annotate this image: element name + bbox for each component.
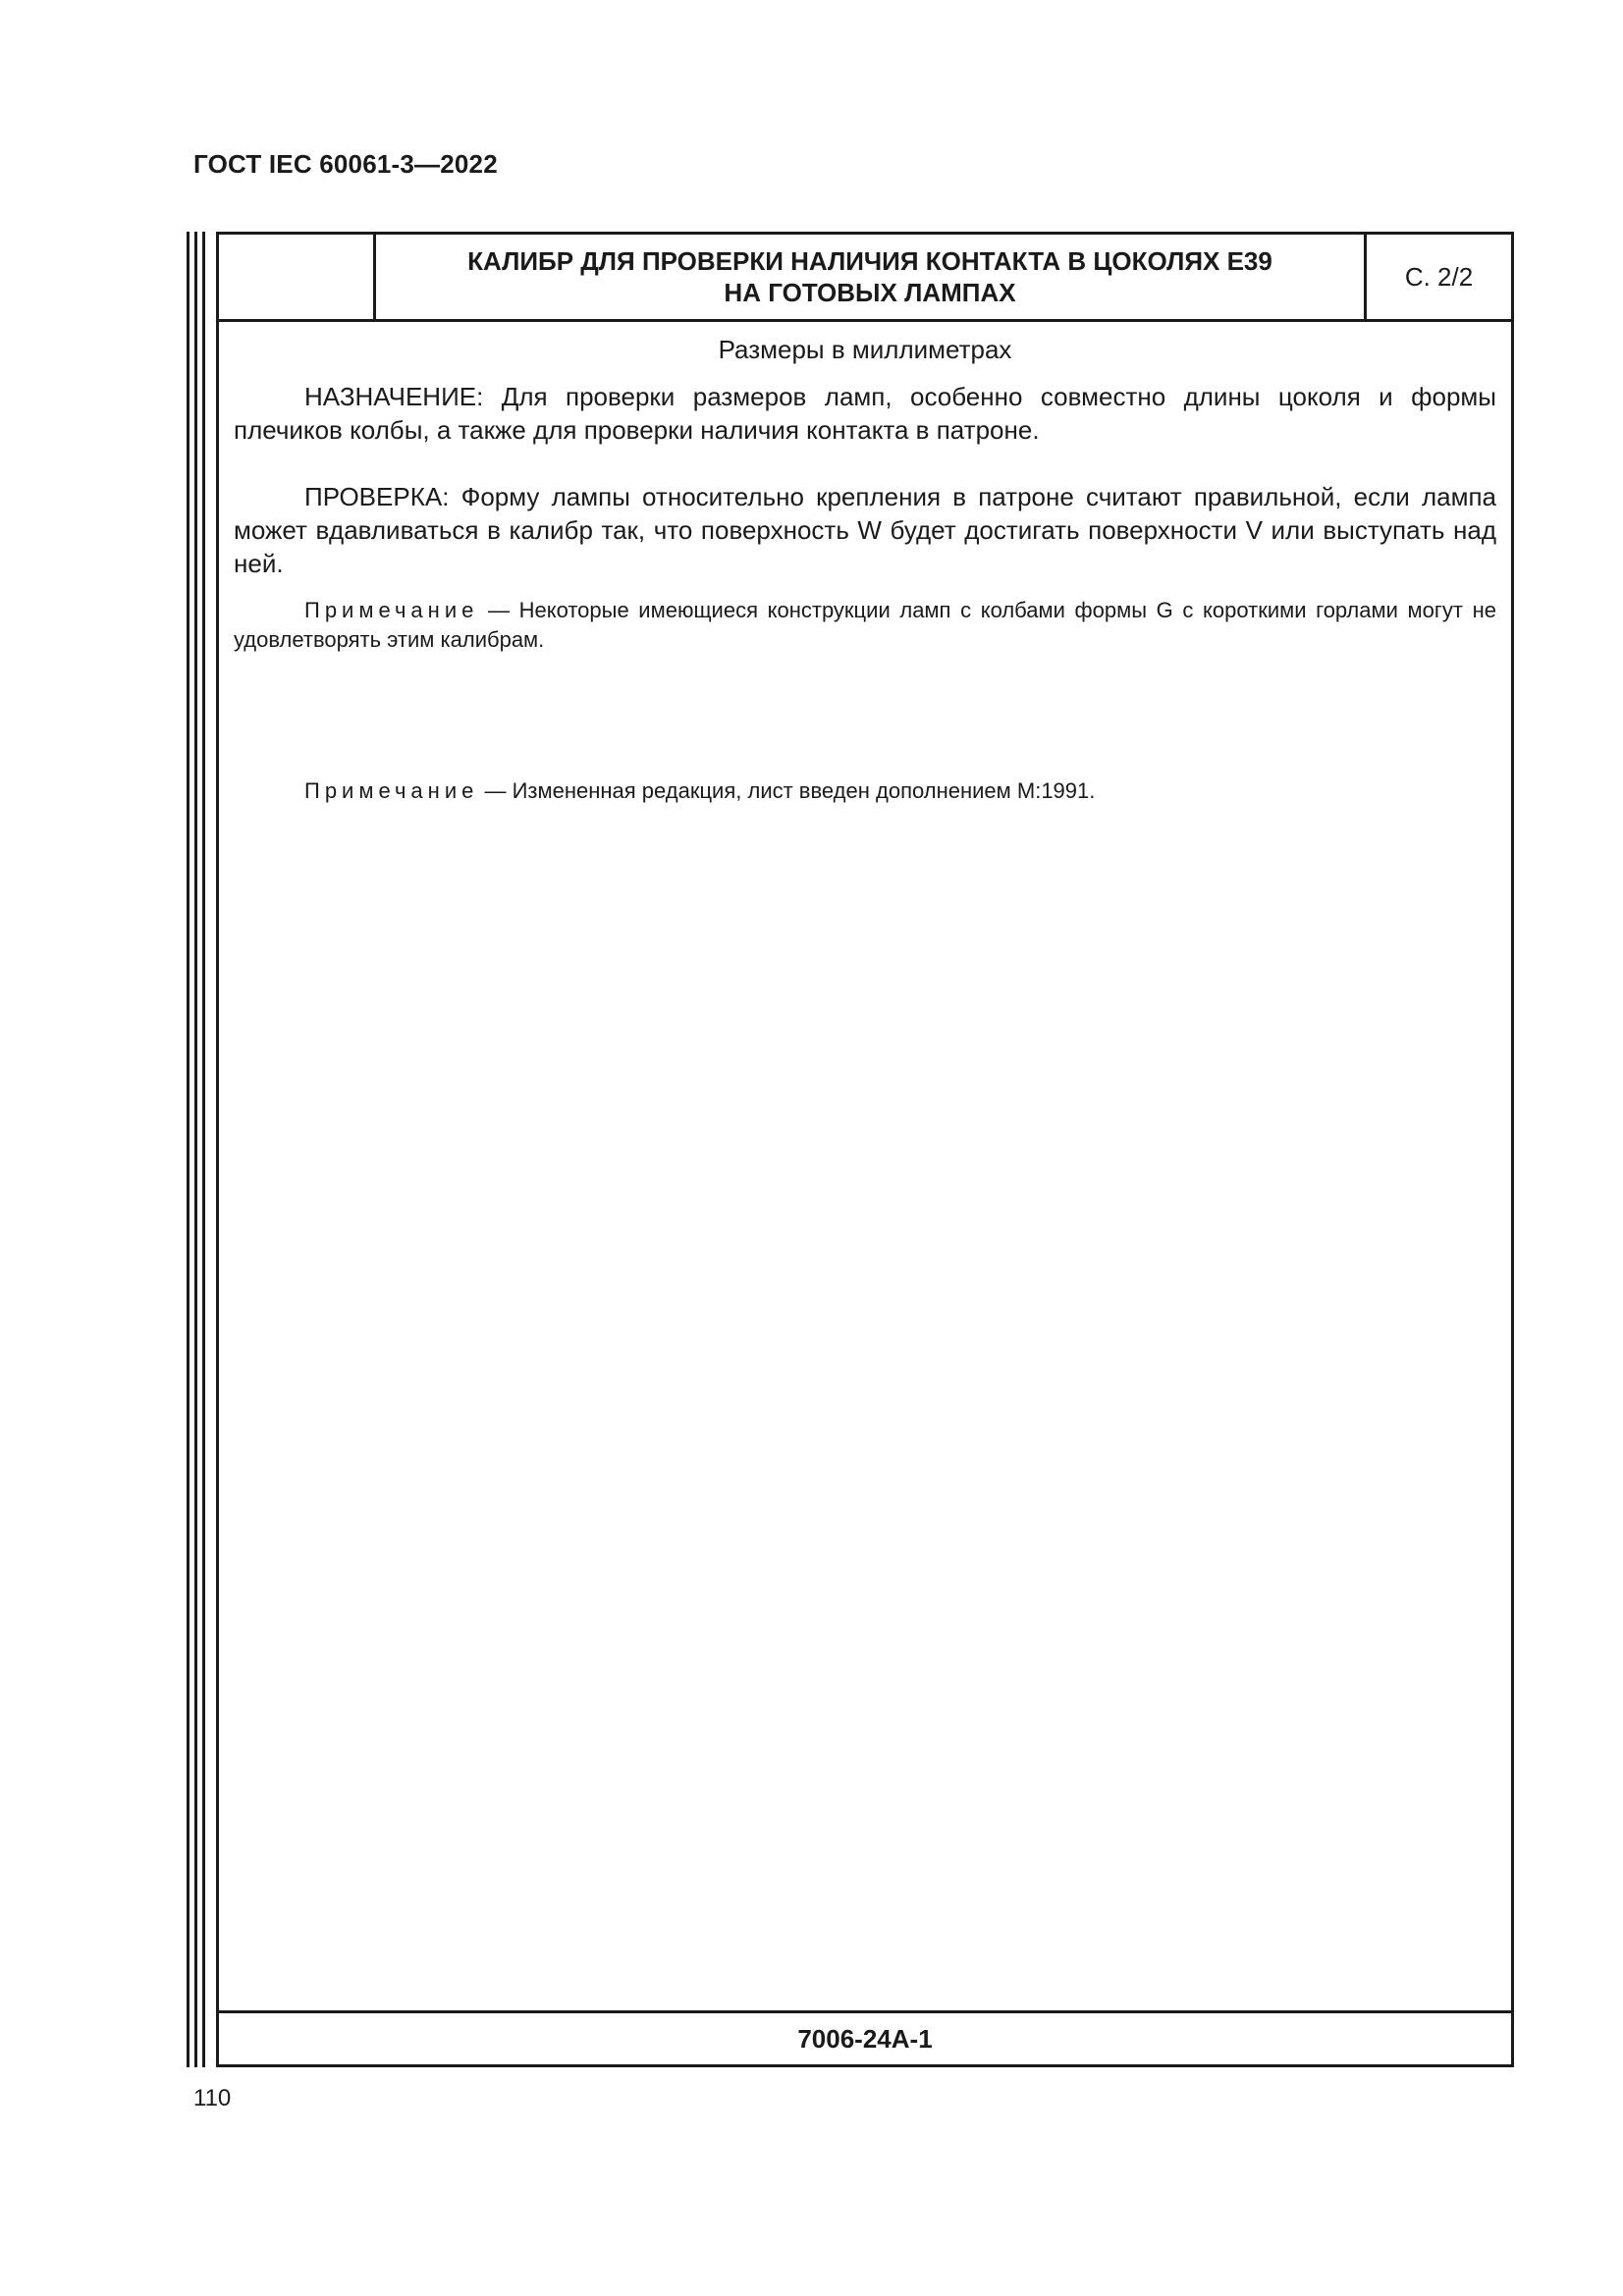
sheet-title <box>376 235 1367 319</box>
binding-edge-lines <box>187 232 216 2067</box>
check-paragraph: ПРОВЕРКА: Форму лампы относительно крепления в патроне считают правильной, если лампа может вдавливаться в калибр так, что поверхность W будет достигать поверхности V или выступать над ней. <box>234 482 1496 578</box>
note-1-label: Примечание <box>304 598 479 622</box>
sheet-page-reference: С. 2/2 <box>1404 261 1474 292</box>
sheet-title-line-1: КАЛИБР ДЛЯ ПРОВЕРКИ НАЛИЧИЯ КОНТАКТА В ЦОКОЛЯХ E39 <box>467 246 1272 276</box>
purpose-paragraph: НАЗНАЧЕНИЕ: Для проверки размеров ламп, особенно совместно длины цоколя и формы плечиков колбы, а также для проверки наличия контакта в патроне. <box>234 382 1496 445</box>
sheet-title-line-2: НА ГОТОВЫХ ЛАМПАХ <box>724 278 1016 307</box>
edge-line <box>194 232 197 2067</box>
title-blank-cell <box>219 235 376 319</box>
note-1-text: — Некоторые имеющиеся конструкции ламп с колбами формы G с короткими горлами могут не удовлетворять этим калибрам. <box>234 598 1496 652</box>
sheet-content <box>234 333 1496 803</box>
units-note: Размеры в миллиметрах <box>718 335 1012 364</box>
note-2-text: — Измененная редакция, лист введен дополнением М:1991. <box>478 778 1096 803</box>
page-number: 110 <box>193 2085 232 2111</box>
standard-sheet <box>216 232 1514 2067</box>
note-1 <box>234 596 1496 655</box>
note-2-label: Примечание <box>304 778 479 803</box>
sheet-code: 7006-24A-1 <box>797 2023 933 2054</box>
note-2 <box>304 776 1095 806</box>
document-header: ГОСТ IEC 60061-3—2022 <box>193 149 498 179</box>
edge-line <box>187 232 189 2067</box>
title-row <box>219 235 1511 322</box>
edge-line <box>202 232 205 2067</box>
sheet-code-row <box>219 2010 1511 2064</box>
